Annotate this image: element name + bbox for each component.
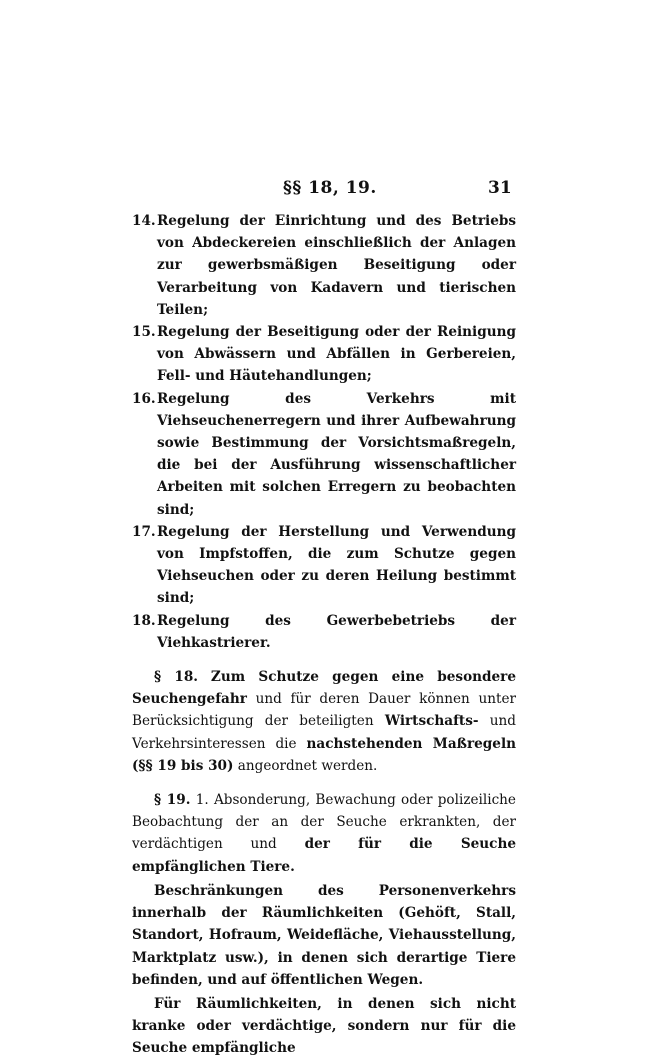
list-item-number: 15. xyxy=(132,324,156,341)
page-number: 31 xyxy=(488,178,512,198)
list-item xyxy=(132,210,516,321)
section-19-paragraph-3: Für Räumlichkeiten, in denen sich nicht kranke oder verdächtige, sondern nur für die Seuche empfängliche xyxy=(132,995,516,1057)
section-18-label: § 18. xyxy=(154,669,199,686)
section-18-text-a: und für deren Dauer können unter Berücksichtigung der beteiligten xyxy=(132,691,516,730)
section-heading: §§ 18, 19. xyxy=(283,178,377,198)
list-item xyxy=(132,388,516,521)
section-18-paragraph xyxy=(132,666,516,777)
list-item xyxy=(132,321,516,388)
list-item-text: Regelung der Herstellung und Verwendung von Impfstoffen, die zum Schutze gegen Viehseuchen oder zu deren Heilung bestimmt sind; xyxy=(157,523,516,607)
section-18-lead: Zum Schutze gegen eine besondere Seuchengefahr xyxy=(132,669,516,708)
list-item-number: 18. xyxy=(132,612,156,629)
section-19-para1-text: 1. Absonderung, Bewachung oder polizeiliche Beobachtung der an der Seuche erkrankten, der verdächtigen und xyxy=(132,792,516,853)
list-item-text: Regelung des Gewerbebetriebs der Viehkastrierer. xyxy=(157,612,516,651)
section-19-label: § 19. xyxy=(154,792,191,809)
section-18-bold-mid: Wirtschafts- xyxy=(384,713,479,730)
page-header xyxy=(0,178,650,202)
list-item-text: Regelung des Verkehrs mit Viehseuchenerregern und ihrer Aufbewahrung sowie Bestimmung der Vorsichtsmaßregeln, die bei der Ausführung wissenschaftlicher Arbeiten mit solchen Erregern zu beobachten sind; xyxy=(157,390,516,518)
body-text xyxy=(132,210,516,1060)
list-item-text: Regelung der Einrichtung und des Betriebs von Abdeckereien einschließlich der Anlagen zur gewerbsmäßigen Beseitigung oder Verarbeitung von Kadavern und tierischen Teilen; xyxy=(157,213,516,318)
list-item xyxy=(132,610,516,654)
section-18-text-c: angeordnet werden. xyxy=(233,757,378,774)
section-18-reference: nachstehenden Maßregeln (§§ 19 bis 30) xyxy=(132,735,516,774)
list-item-number: 14. xyxy=(132,213,156,229)
list-item-number: 17. xyxy=(132,523,156,540)
section-18-text-b: und Verkehrsinteressen die xyxy=(132,713,516,752)
section-19-paragraph-1 xyxy=(132,789,516,878)
list-item-text: Regelung der Beseitigung oder der Reinigung von Abwässern und Abfällen in Gerbereien, Fell- und Häutehandlungen; xyxy=(157,324,516,385)
list-item xyxy=(132,521,516,610)
section-19-paragraph-2: Beschränkungen des Personenverkehrs innerhalb der Räumlichkeiten (Gehöft, Stall, Standort, Hofraum, Weidefläche, Viehausstellung, Marktplatz usw.), in denen sich derartige Tiere befinden, und auf öffentlichen Wegen. xyxy=(132,882,516,988)
section-19-para1-bold: der für die Seuche empfänglichen Tiere. xyxy=(132,836,516,875)
list-item-number: 16. xyxy=(132,390,156,407)
